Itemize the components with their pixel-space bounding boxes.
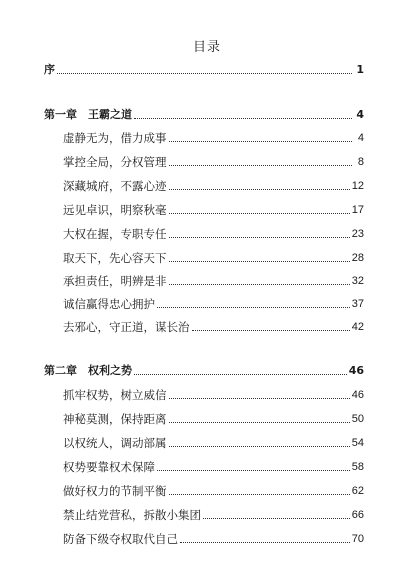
dot-leader [180,542,350,543]
toc-page-number: 12 [351,180,364,192]
toc-entry-label: 诚信赢得忠心拥护 [63,297,155,311]
toc-page-number: 8 [357,156,364,168]
toc-entry-label: 取天下，先心容天下 [63,251,167,265]
toc-entry-section[interactable] [63,482,364,498]
dot-leader [57,73,352,74]
toc-page-number: 50 [351,413,364,425]
toc-entry-section[interactable] [63,272,364,288]
toc-entry-label: 去邪心，守正道，谋长治 [63,320,190,334]
dot-leader [157,307,350,308]
toc-page-number: 46 [351,389,364,401]
toc-entry-label: 虚静无为，借力成事 [63,131,167,145]
toc-entry-section[interactable] [63,249,364,265]
dot-leader [169,494,350,495]
dot-leader [134,374,347,375]
toc-entry-section[interactable] [63,410,364,426]
dot-leader [169,446,350,447]
toc-entry-section[interactable] [63,225,364,241]
toc-entry-label: 承担责任，明辨是非 [63,274,167,288]
toc-page-number: 37 [351,298,364,310]
toc-entry-label: 深藏城府，不露心迹 [63,179,167,193]
toc-entry-label: 远见卓识，明察秋毫 [63,203,167,217]
dot-leader [169,284,350,285]
toc-entry-label: 权势要靠权术保障 [63,460,155,474]
dot-leader [169,237,350,238]
dot-leader [192,330,350,331]
dot-leader [169,398,350,399]
toc-entry-section[interactable] [63,458,364,474]
dot-leader [157,470,350,471]
dot-leader [169,261,350,262]
toc-entry-label: 大权在握，专职专任 [63,227,167,241]
toc-entry-label: 第二章 权利之势 [44,364,132,377]
toc-page-number: 46 [348,364,364,377]
toc-entry-label: 以权统人，调动部属 [63,436,167,450]
toc-entry-section[interactable] [63,295,364,311]
toc-entry-label: 防备下级夺权取代自己 [63,532,178,546]
toc-page-number: 66 [351,509,364,521]
toc-page-number: 62 [351,485,364,497]
toc-entry-chapter-2[interactable] [44,362,364,378]
toc-entry-section[interactable] [63,153,364,169]
dot-leader [169,141,353,142]
dot-leader [169,213,350,214]
toc-entry-section[interactable] [63,177,364,193]
dot-leader [134,118,352,119]
toc-page-number: 28 [351,252,364,264]
toc-entry-label: 第一章 王霸之道 [44,108,132,121]
toc-page-number: 1 [356,63,364,76]
dot-leader [203,518,350,519]
toc-entry-label: 做好权力的节制平衡 [63,484,167,498]
dot-leader [169,422,350,423]
toc-entry-section[interactable] [63,201,364,217]
toc-page-number: 4 [357,132,364,144]
toc-page-number: 42 [351,321,364,333]
toc-page-number: 32 [351,275,364,287]
toc-entry-preface[interactable] [44,61,364,77]
toc-page-number: 70 [351,533,364,545]
toc-page-number: 54 [351,437,364,449]
toc-entry-label: 抓牢权势，树立威信 [63,388,167,402]
toc-entry-section[interactable] [63,434,364,450]
toc-entry-label: 序 [44,63,55,76]
toc-entry-section[interactable] [63,530,364,546]
toc-entry-section[interactable] [63,506,364,522]
toc-entry-label: 掌控全局，分权管理 [63,155,167,169]
toc-entry-section[interactable] [63,318,364,334]
toc-entry-label: 禁止结党营私，拆散小集团 [63,508,201,522]
dot-leader [169,189,350,190]
toc-page-number: 23 [351,228,364,240]
dot-leader [169,165,353,166]
toc-page-number: 4 [356,108,364,121]
toc-page-number: 17 [351,204,364,216]
toc-entry-label: 神秘莫测，保持距离 [63,412,167,426]
toc-page-number: 58 [351,461,364,473]
toc-title: 目录 [192,40,221,55]
toc-entry-section[interactable] [63,386,364,402]
toc-entry-section[interactable] [63,129,364,145]
toc-entry-chapter-1[interactable] [44,106,364,122]
